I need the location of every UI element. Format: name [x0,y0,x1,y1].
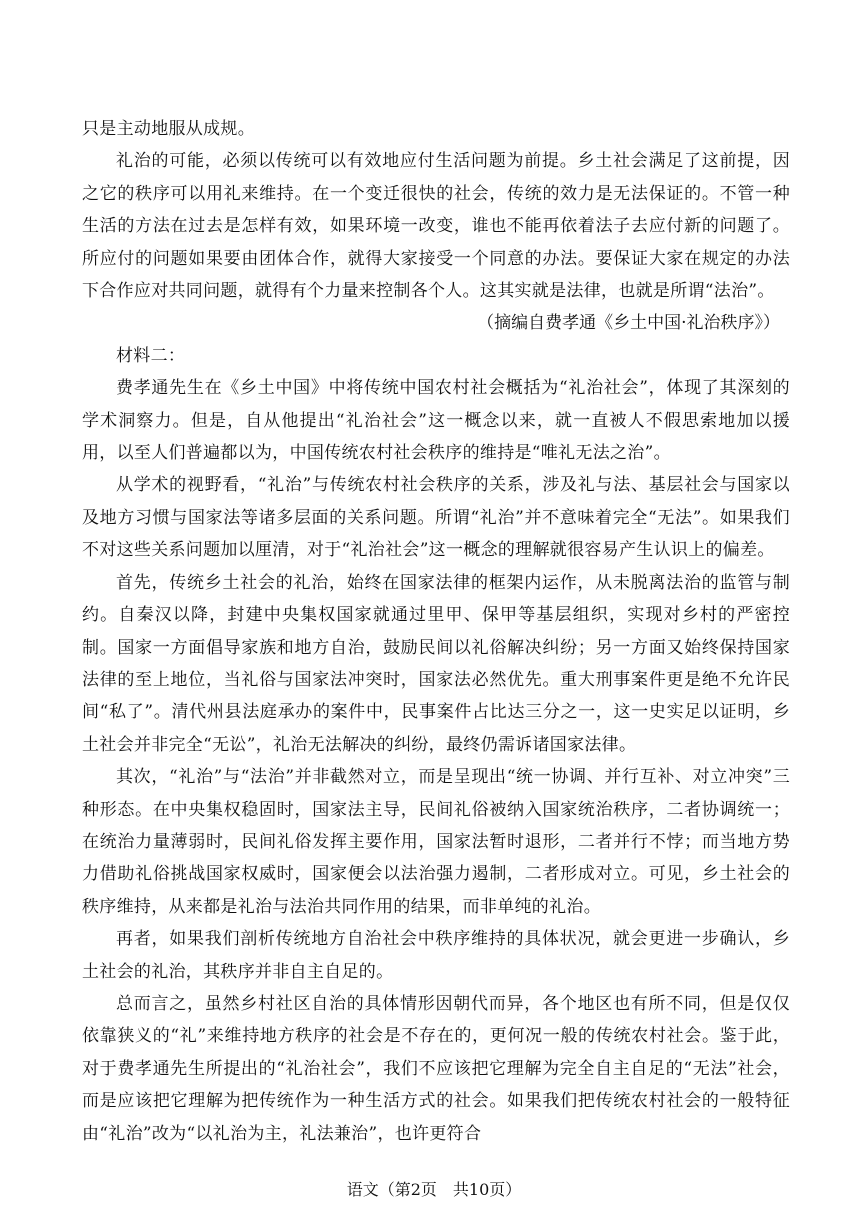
paragraph-first: 首先，传统乡土社会的礼治，始终在国家法律的框架内运作，从未脱离法治的监管与制约。自秦汉以降，封建中央集权国家就通过里甲、保甲等基层组织，实现对乡村的严密控制。国家一方面倡导家族和地方自治，鼓励民间以礼俗解决纠纷；另一方面又始终保持国家法律的至上地位，当礼俗与国家法冲突时，国家法必然优先。重大刑事案件更是绝不允许民间“私了”。清代州县法庭承办的案件中，民事案件占比达三分之一，这一史实足以证明，乡土社会并非完全“无讼”，礼治无法解决的纠纷，最终仍需诉诸国家法律。 [82,572,790,755]
document-body [82,113,790,1150]
paragraph-third: 再者，如果我们剖析传统地方自治社会中秩序维持的具体状况，就会更进一步确认，乡土社会的礼治，其秩序并非自主自足的。 [82,929,790,982]
paragraph-liqi-possibility: 礼治的可能，必须以传统可以有效地应付生活问题为前提。乡土社会满足了这前提，因之它的秩序可以用礼来维持。在一个变迁很快的社会，传统的效力是无法保证的。不管一种生活的方法在过去是怎样有效，如果环境一改变，谁也不能再依着法子去应付新的问题了。所应付的问题如果要由团体合作，就得大家接受一个同意的办法。要保证大家在规定的办法下合作应对共同问题，就得有个力量来控制各个人。这其实就是法律，也就是所谓“法治”。 [82,151,790,302]
paragraph-intro: 费孝通先生在《乡土中国》中将传统中国农村社会概括为“礼治社会”，体现了其深刻的学术洞察力。但是，自从他提出“礼治社会”这一概念以来，就一直被人不假思索地加以援用，以至人们普遍都以为，中国传统农村社会秩序的维持是“唯礼无法之治”。 [82,378,790,464]
paragraph-second: 其次，“礼治”与“法治”并非截然对立，而是呈现出“统一协调、并行互补、对立冲突”三种形态。在中央集权稳固时，国家法主导，民间礼俗被纳入国家统治秩序，二者协调统一；在统治力量薄弱时，民间礼俗发挥主要作用，国家法暂时退形，二者并行不悖；而当地方势力借助礼俗挑战国家权威时，国家便会以法治强力遏制，二者形成对立。可见，乡土社会的秩序维持，从来都是礼治与法治共同作用的结果，而非单纯的礼治。 [82,767,790,917]
paragraph-continuation: 只是主动地服从成规。 [82,119,255,139]
material-two-heading: 材料二： [116,345,186,366]
source-citation: （摘编自费孝通《乡土中国·礼治秩序》） [477,313,780,334]
paragraph-academic-view: 从学术的视野看，“礼治”与传统农村社会秩序的关系，涉及礼与法、基层社会与国家以及地方习惯与国家法等诸多层面的关系问题。所谓“礼治”并不意味着完全“无法”。如果我们不对这些关系问题加以厘清，对于“礼治社会”这一概念的理解就很容易产生认识上的偏差。 [82,475,790,561]
paragraph-conclusion: 总而言之，虽然乡村社区自治的具体情形因朝代而异，各个地区也有所不同，但是仅仅依靠狭义的“礼”来维持地方秩序的社会是不存在的，更何况一般的传统农村社会。鉴于此，对于费孝通先生所提出的“礼治社会”，我们不应该把它理解为完全自主自足的“无法”社会，而是应该把它理解为把传统作为一种生活方式的社会。如果我们把传统农村社会的一般特征由“礼治”改为“以礼治为主，礼法兼治”，也许更符合 [82,993,790,1144]
page-footer: 语文（第2页 共10页） [346,1180,522,1199]
